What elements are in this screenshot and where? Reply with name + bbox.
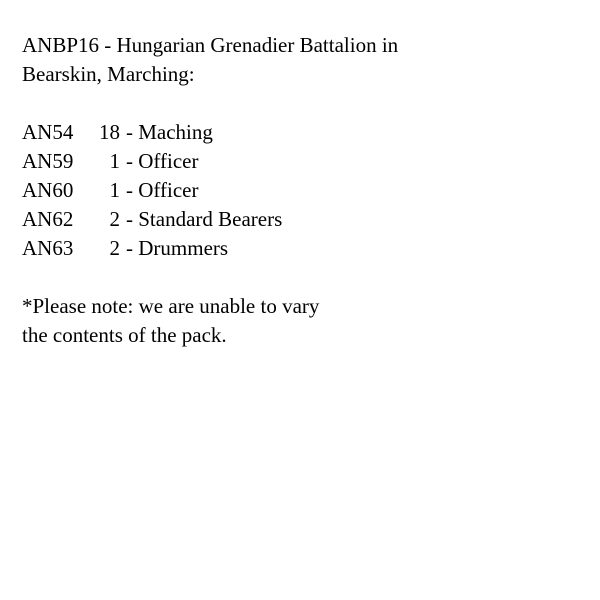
- pack-note-line-1: *Please note: we are unable to vary: [22, 294, 320, 318]
- item-quantity: 2: [109, 236, 120, 260]
- item-code: AN63: [22, 236, 74, 260]
- pack-title: [22, 31, 582, 89]
- item-code: AN60: [22, 178, 74, 202]
- item-description: - Maching: [126, 120, 213, 144]
- list-item: [22, 118, 582, 147]
- list-item: [22, 147, 582, 176]
- item-quantity: 1: [109, 178, 120, 202]
- pack-title-line-2: Bearskin, Marching:: [22, 62, 195, 86]
- product-description: [22, 31, 582, 350]
- pack-title-line-1: ANBP16 - Hungarian Grenadier Battalion in: [22, 33, 399, 57]
- item-code: AN62: [22, 207, 74, 231]
- spacer: [22, 263, 582, 292]
- pack-note: [22, 292, 582, 350]
- item-quantity: 1: [109, 149, 120, 173]
- list-item: [22, 234, 582, 263]
- item-description: - Officer: [126, 178, 199, 202]
- item-description: - Standard Bearers: [126, 207, 283, 231]
- item-description: - Officer: [126, 149, 199, 173]
- pack-note-line-2: the contents of the pack.: [22, 323, 227, 347]
- item-code: AN59: [22, 149, 74, 173]
- list-item: [22, 176, 582, 205]
- item-code: AN54: [22, 120, 74, 144]
- spacer: [22, 89, 582, 118]
- item-description: - Drummers: [126, 236, 229, 260]
- item-quantity: 2: [109, 207, 120, 231]
- contents-list: [22, 118, 582, 263]
- list-item: [22, 205, 582, 234]
- item-quantity: 18: [99, 120, 120, 144]
